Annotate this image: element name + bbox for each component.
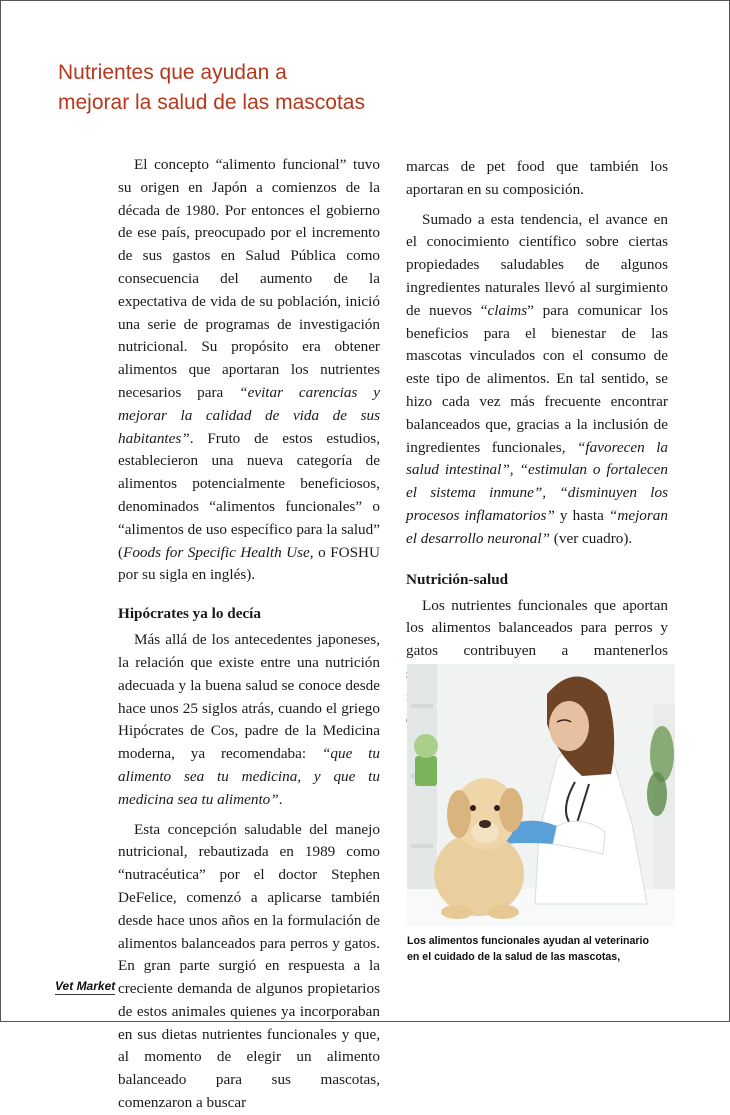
right-column (406, 156, 668, 731)
paragraph-hipocrates (118, 629, 380, 811)
italic-run: “evitar carencias y mejorar la calidad de vida de sus habitantes” (118, 383, 380, 447)
paragraph-nutricion-salud: Los nutrientes funcionales que aportan los alimentos balanceados para perros y gatos contribuyen a mantenerlos (406, 596, 668, 660)
article-title (58, 58, 478, 118)
text-run: , o FOSHU por su sigla en inglés). (118, 543, 380, 584)
italic-run: “favorecen la salud intestinal”, “estimulan o fortalecen el sistema inmune”, “disminuyen los procesos inflamatorios” (406, 438, 669, 524)
text-run: El concepto “alimento funcional” tuvo su origen en Japón a comienzos de la década de 1980. Por entonces el gobierno de ese país, preocupado por el incremento de sus gastos en Salud Pública como consecuencia del aumento de la expectativa de vida de su población, inició una serie de programas de investigación nutricional. Su propósito era obtener alimentos que aportaran los nutrientes necesarios para (118, 156, 380, 401)
section-heading-hipocrates: Hipócrates ya lo decía (118, 605, 261, 623)
title-line-1: Nutrientes que ayudan a (58, 61, 287, 84)
paragraph-continuation: marcas de pet food que también los aportaran en su composición. (406, 158, 668, 198)
text-run: Sumado a esta tendencia, el avance en el conocimiento científico sobre ciertas propiedades saludables de algunos ingredientes naturales llevó al surgimiento de nuevos “ (406, 210, 668, 319)
vet-with-dog-photo (407, 664, 675, 926)
text-run: y hasta (554, 506, 609, 524)
text-run: (ver cuadro). (550, 529, 633, 547)
caption-line-2: en el cuidado de la salud de las mascotas, (407, 951, 621, 963)
vet-with-dog-illustration (407, 664, 675, 926)
italic-run: Foods for Specific Health Use (123, 543, 310, 561)
title-line-2: mejorar la salud de las mascotas (58, 91, 365, 114)
caption-line-1: Los alimentos funcionales ayudan al veterinario (407, 935, 649, 947)
paragraph-nutraceutica: Esta concepción saludable del manejo nutricional, rebautizada en 1989 como “nutracéutica” por el doctor Stephen DeFelice, comenzó a aplicarse también desde hace unos años en la formulación de alimentos balanceados para perros y gatos. En gran parte surgió en respuesta a la creciente demanda de algunos propietarios de estos animales quienes ya incorporaban en sus dietas nutrientes funcionales y que, al momento de elegir un alimento balanceado para sus mascotas, comenzaron a buscar (118, 820, 380, 1112)
paragraph-intro (118, 154, 380, 587)
text-run: ” para comunicar los beneficios para el bienestar de las mascotas vinculados con el consumo de este tipo de alimentos. En tal sentido, se hizo cada vez más frecuente encontrar balanceados que, gracias a la inclusión de ingredientes funcionales, (406, 301, 668, 456)
left-column (118, 154, 380, 1115)
italic-run: “mejoran el desarrollo neuronal” (406, 506, 668, 547)
paragraph-claims (406, 209, 668, 551)
italic-run: claims (487, 301, 528, 319)
text-run: . (278, 790, 283, 808)
publication-footer: Vet Market (55, 979, 116, 993)
text-run: Más allá de los antecedentes japoneses, la relación que existe entre una nutrición adecuada y la buena salud se conoce desde hace unos 25 siglos atrás, cuando el griego Hipócrates de Cos, padre de la Medicina moderna, ya recomendaba: (118, 631, 380, 763)
text-run: . Fruto de estos estudios, establecieron una nueva categoría de alimentos potencialmente beneficiosos, denominados “alimentos funcionales” o “alimentos de uso específico para la salud” ( (118, 429, 380, 561)
section-heading-nutricion-salud: Nutrición-salud (406, 570, 509, 588)
italic-run: “que tu alimento sea tu medicina, y que tu medicina sea tu alimento” (118, 745, 380, 808)
photo-caption (407, 933, 677, 965)
